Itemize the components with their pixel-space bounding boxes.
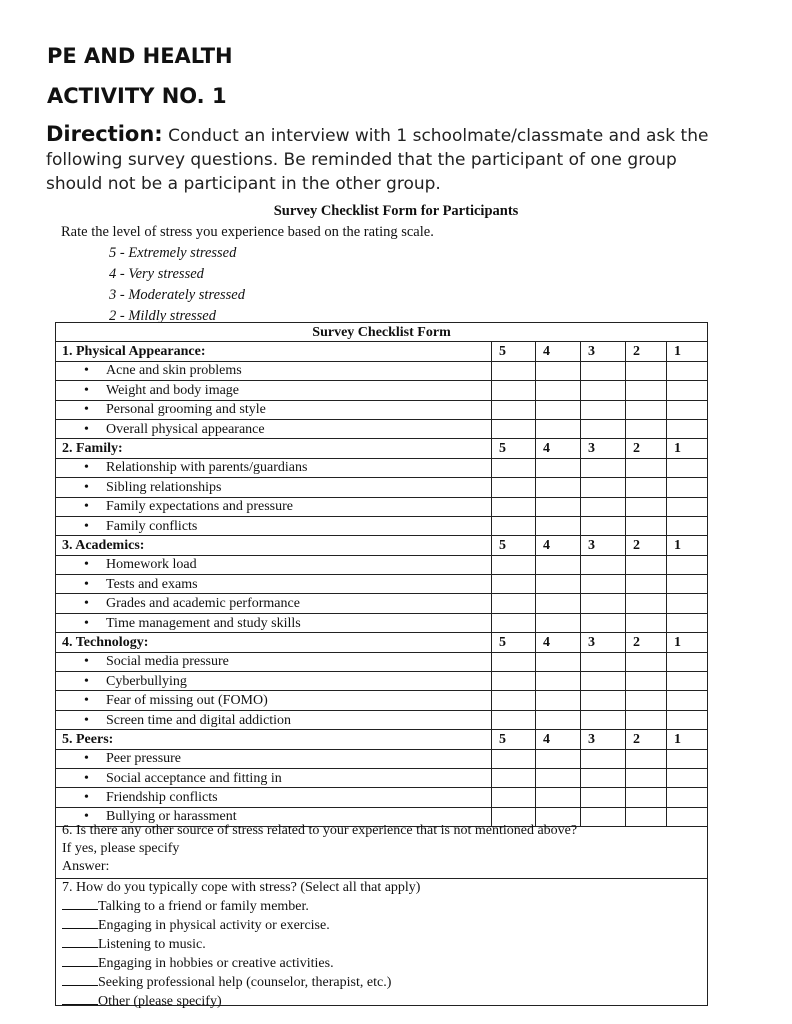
table-row (56, 419, 708, 438)
bullet-icon: • (84, 596, 89, 612)
section-header-row (56, 439, 708, 458)
rating-cell[interactable] (667, 672, 708, 691)
stressor-label: Family conflicts (106, 518, 198, 534)
rating-cell[interactable] (581, 788, 626, 807)
subject-heading: PE AND HEALTH (47, 44, 233, 68)
rating-cell[interactable] (667, 516, 708, 535)
section-header-row (56, 536, 708, 555)
rating-header-cell: 1 (667, 536, 708, 555)
rating-cell[interactable] (667, 458, 708, 477)
rating-header-cell: 2 (626, 633, 667, 652)
rating-cell[interactable] (492, 613, 536, 632)
rating-instruction: Rate the level of stress you experience based on the rating scale. (61, 224, 434, 240)
scale-item: 3 - Moderately stressed (109, 287, 245, 303)
coping-option[interactable] (62, 897, 707, 916)
stressor-label: Bullying or harassment (106, 809, 237, 825)
rating-cell[interactable] (536, 516, 581, 535)
rating-cell[interactable] (536, 672, 581, 691)
rating-scale-list (109, 243, 245, 324)
rating-cell[interactable] (536, 768, 581, 787)
bullet-icon: • (84, 421, 89, 437)
rating-header-cell: 2 (626, 439, 667, 458)
stressor-label: Relationship with parents/guardians (106, 460, 308, 476)
rating-cell[interactable] (626, 478, 667, 497)
rating-header-cell: 1 (667, 342, 708, 361)
rating-cell[interactable] (536, 652, 581, 671)
checklist-title: Survey Checklist Form (56, 323, 708, 342)
table-row (56, 458, 708, 477)
form-title: Survey Checklist Form for Participants (273, 203, 519, 219)
rating-header-cell: 5 (492, 633, 536, 652)
rating-cell[interactable] (581, 361, 626, 380)
rating-cell[interactable] (581, 497, 626, 516)
rating-cell[interactable] (492, 652, 536, 671)
rating-cell[interactable] (536, 575, 581, 594)
rating-cell[interactable] (581, 691, 626, 710)
bullet-icon: • (84, 673, 89, 689)
rating-cell[interactable] (667, 594, 708, 613)
rating-cell[interactable] (626, 361, 667, 380)
rating-cell[interactable] (626, 710, 667, 729)
rating-cell[interactable] (492, 672, 536, 691)
stressor-label: Social acceptance and fitting in (106, 770, 282, 786)
rating-header-cell: 3 (581, 342, 626, 361)
bullet-icon: • (84, 518, 89, 534)
section-title: 5. Peers: (56, 730, 492, 749)
coping-option[interactable] (62, 916, 707, 935)
table-row (56, 361, 708, 380)
rating-cell[interactable] (581, 749, 626, 768)
rating-cell[interactable] (581, 613, 626, 632)
rating-cell[interactable] (581, 400, 626, 419)
stressor-label: Sibling relationships (106, 479, 222, 495)
rating-cell[interactable] (626, 555, 667, 574)
rating-cell[interactable] (492, 361, 536, 380)
bullet-icon: • (84, 654, 89, 670)
coping-option-label: Seeking professional help (counselor, therapist, etc.) (98, 975, 392, 990)
stressor-item (56, 691, 492, 710)
stressor-item (56, 594, 492, 613)
rating-cell[interactable] (581, 516, 626, 535)
rating-header-cell: 5 (492, 730, 536, 749)
table-row (56, 575, 708, 594)
stressor-label: Screen time and digital addiction (106, 712, 292, 728)
rating-cell[interactable] (581, 419, 626, 438)
rating-cell[interactable] (667, 788, 708, 807)
coping-option-label: Engaging in hobbies or creative activities. (98, 956, 334, 971)
rating-header-cell: 1 (667, 633, 708, 652)
rating-cell[interactable] (626, 788, 667, 807)
rating-cell[interactable] (667, 361, 708, 380)
table-row (56, 516, 708, 535)
rating-cell[interactable] (581, 555, 626, 574)
rating-cell[interactable] (536, 788, 581, 807)
rating-cell[interactable] (536, 710, 581, 729)
rating-cell[interactable] (536, 594, 581, 613)
rating-cell[interactable] (626, 749, 667, 768)
table-row (56, 768, 708, 787)
rating-cell[interactable] (667, 478, 708, 497)
rating-cell[interactable] (536, 419, 581, 438)
stressor-label: Friendship conflicts (106, 790, 218, 806)
rating-cell[interactable] (492, 478, 536, 497)
rating-header-cell: 5 (492, 439, 536, 458)
stressor-item (56, 613, 492, 632)
stressor-item (56, 575, 492, 594)
stressor-label: Grades and academic performance (106, 596, 300, 612)
checkbox-blank[interactable] (62, 954, 98, 967)
stressor-item (56, 516, 492, 535)
rating-cell[interactable] (581, 478, 626, 497)
rating-cell[interactable] (667, 613, 708, 632)
table-row (56, 497, 708, 516)
rating-cell[interactable] (492, 575, 536, 594)
rating-cell[interactable] (667, 749, 708, 768)
section-title: 1. Physical Appearance: (56, 342, 492, 361)
rating-cell[interactable] (667, 555, 708, 574)
checklist-body (56, 342, 708, 827)
rating-cell[interactable] (626, 575, 667, 594)
checkbox-blank[interactable] (62, 897, 98, 910)
checkbox-blank[interactable] (62, 973, 98, 986)
rating-cell[interactable] (581, 594, 626, 613)
rating-cell[interactable] (492, 691, 536, 710)
stressor-label: Fear of missing out (FOMO) (106, 693, 268, 709)
section-header-row (56, 342, 708, 361)
bullet-icon: • (84, 751, 89, 767)
rating-cell[interactable] (492, 400, 536, 419)
question-6-answer-label[interactable]: Answer: (62, 859, 110, 874)
rating-cell[interactable] (492, 381, 536, 400)
scale-item: 5 - Extremely stressed (109, 245, 237, 261)
rating-cell[interactable] (536, 458, 581, 477)
bullet-icon: • (84, 499, 89, 515)
rating-cell[interactable] (667, 691, 708, 710)
activity-heading: ACTIVITY NO. 1 (47, 84, 227, 108)
rating-cell[interactable] (626, 652, 667, 671)
checkbox-blank[interactable] (62, 916, 98, 929)
stressor-item (56, 710, 492, 729)
question-6-followup: If yes, please specify (62, 841, 180, 856)
rating-cell[interactable] (626, 497, 667, 516)
table-row (56, 594, 708, 613)
table-row (56, 710, 708, 729)
table-row (56, 400, 708, 419)
coping-option[interactable] (62, 935, 707, 954)
rating-header-cell: 2 (626, 730, 667, 749)
rating-cell[interactable] (626, 400, 667, 419)
stressor-item (56, 768, 492, 787)
stressor-label: Personal grooming and style (106, 402, 266, 418)
rating-cell[interactable] (492, 788, 536, 807)
scale-item: 2 - Mildly stressed (109, 308, 216, 324)
stressor-item (56, 749, 492, 768)
section-header-row (56, 730, 708, 749)
rating-header-cell: 3 (581, 536, 626, 555)
rating-cell[interactable] (667, 575, 708, 594)
table-row (56, 672, 708, 691)
bullet-icon: • (84, 363, 89, 379)
rating-header-cell: 3 (581, 633, 626, 652)
stressor-label: Tests and exams (106, 576, 198, 592)
stressor-label: Acne and skin problems (106, 363, 242, 379)
rating-cell[interactable] (667, 652, 708, 671)
rating-cell[interactable] (492, 419, 536, 438)
stressor-label: Peer pressure (106, 751, 182, 767)
rating-cell[interactable] (492, 710, 536, 729)
rating-header-cell: 5 (492, 342, 536, 361)
stressor-label: Weight and body image (106, 382, 240, 398)
rating-header-cell: 1 (667, 730, 708, 749)
bullet-icon: • (84, 693, 89, 709)
stressor-label: Family expectations and pressure (106, 499, 294, 515)
rating-cell[interactable] (667, 710, 708, 729)
rating-cell[interactable] (536, 497, 581, 516)
table-row (56, 381, 708, 400)
rating-header-cell: 2 (626, 342, 667, 361)
bullet-icon: • (84, 460, 89, 476)
rating-header-cell: 2 (626, 536, 667, 555)
section-title: 3. Academics: (56, 536, 492, 555)
rating-header-cell: 4 (536, 730, 581, 749)
bullet-icon: • (84, 382, 89, 398)
rating-cell[interactable] (581, 652, 626, 671)
rating-cell[interactable] (667, 768, 708, 787)
rating-cell[interactable] (492, 749, 536, 768)
bullet-icon: • (84, 770, 89, 786)
rating-cell[interactable] (581, 672, 626, 691)
rating-header-cell: 4 (536, 633, 581, 652)
question-6-box (55, 822, 708, 879)
direction-text: Conduct an interview with 1 schoolmate/classmate and ask the following survey questions. Be reminded that the participant of one group should not be a participant in the other group. (46, 126, 709, 194)
table-row (56, 613, 708, 632)
rating-cell[interactable] (492, 497, 536, 516)
bullet-icon: • (84, 479, 89, 495)
rating-cell[interactable] (492, 594, 536, 613)
stressor-item (56, 788, 492, 807)
stressor-item (56, 458, 492, 477)
rating-cell[interactable] (492, 516, 536, 535)
question-7-text: 7. How do you typically cope with stress? (Select all that apply) (62, 880, 421, 895)
section-title: 2. Family: (56, 439, 492, 458)
rating-header-cell: 3 (581, 439, 626, 458)
rating-cell[interactable] (492, 768, 536, 787)
stressor-item (56, 381, 492, 400)
rating-cell[interactable] (626, 672, 667, 691)
rating-cell[interactable] (581, 768, 626, 787)
direction-label: Direction: (46, 122, 163, 146)
question-7-box (55, 878, 708, 1009)
table-row (56, 691, 708, 710)
bullet-icon: • (84, 576, 89, 592)
scale-item: 4 - Very stressed (109, 266, 204, 282)
rating-cell[interactable] (626, 613, 667, 632)
stressor-label: Overall physical appearance (106, 421, 265, 437)
bullet-icon: • (84, 809, 89, 825)
table-row (56, 749, 708, 768)
rating-cell[interactable] (492, 555, 536, 574)
stressor-item (56, 361, 492, 380)
rating-cell[interactable] (536, 613, 581, 632)
rating-cell[interactable] (626, 516, 667, 535)
bullet-icon: • (84, 712, 89, 728)
rating-cell[interactable] (581, 710, 626, 729)
rating-cell[interactable] (626, 594, 667, 613)
rating-cell[interactable] (536, 400, 581, 419)
bullet-icon: • (84, 615, 89, 631)
stressor-item (56, 419, 492, 438)
coping-option-label: Listening to music. (98, 937, 206, 952)
survey-checklist-table (55, 322, 708, 827)
stressor-item (56, 497, 492, 516)
rating-cell[interactable] (667, 400, 708, 419)
stressor-label: Time management and study skills (106, 615, 301, 631)
stressor-item (56, 555, 492, 574)
rating-cell[interactable] (667, 419, 708, 438)
rating-cell[interactable] (536, 478, 581, 497)
checkbox-blank[interactable] (62, 992, 98, 1005)
section-title: 4. Technology: (56, 633, 492, 652)
rating-cell[interactable] (536, 555, 581, 574)
table-header-row (56, 323, 708, 342)
rating-cell[interactable] (492, 458, 536, 477)
rating-cell[interactable] (536, 749, 581, 768)
rating-cell[interactable] (667, 381, 708, 400)
rating-cell[interactable] (626, 419, 667, 438)
rating-header-cell: 4 (536, 536, 581, 555)
rating-header-cell: 4 (536, 439, 581, 458)
table-row (56, 478, 708, 497)
coping-option-label: Talking to a friend or family member. (98, 899, 309, 914)
rating-cell[interactable] (536, 691, 581, 710)
rating-cell[interactable] (581, 458, 626, 477)
rating-header-cell: 5 (492, 536, 536, 555)
stressor-item (56, 672, 492, 691)
bullet-icon: • (84, 557, 89, 573)
rating-cell[interactable] (626, 381, 667, 400)
direction-paragraph (46, 122, 736, 196)
checkbox-blank[interactable] (62, 935, 98, 948)
rating-cell[interactable] (667, 497, 708, 516)
stressor-label: Social media pressure (106, 654, 229, 670)
table-row (56, 652, 708, 671)
rating-cell[interactable] (626, 691, 667, 710)
rating-header-cell: 3 (581, 730, 626, 749)
rating-cell[interactable] (581, 381, 626, 400)
table-row (56, 788, 708, 807)
bullet-icon: • (84, 402, 89, 418)
rating-header-cell: 1 (667, 439, 708, 458)
rating-cell[interactable] (536, 381, 581, 400)
rating-cell[interactable] (536, 361, 581, 380)
stressor-label: Cyberbullying (106, 673, 187, 689)
stressor-item (56, 400, 492, 419)
bullet-icon: • (84, 790, 89, 806)
rating-cell[interactable] (626, 768, 667, 787)
rating-cell[interactable] (626, 458, 667, 477)
coping-option[interactable] (62, 973, 707, 992)
rating-cell[interactable] (581, 575, 626, 594)
stressor-item (56, 652, 492, 671)
question-6-text: 6. Is there any other source of stress related to your experience that is not mentioned above? (62, 823, 578, 838)
coping-option[interactable] (62, 992, 707, 1011)
section-header-row (56, 633, 708, 652)
rating-header-cell: 4 (536, 342, 581, 361)
stressor-item (56, 478, 492, 497)
coping-option-label: Engaging in physical activity or exercise. (98, 918, 330, 933)
coping-option-label: Other (please specify) (98, 994, 222, 1009)
coping-option[interactable] (62, 954, 707, 973)
table-row (56, 555, 708, 574)
stressor-label: Homework load (106, 557, 197, 573)
